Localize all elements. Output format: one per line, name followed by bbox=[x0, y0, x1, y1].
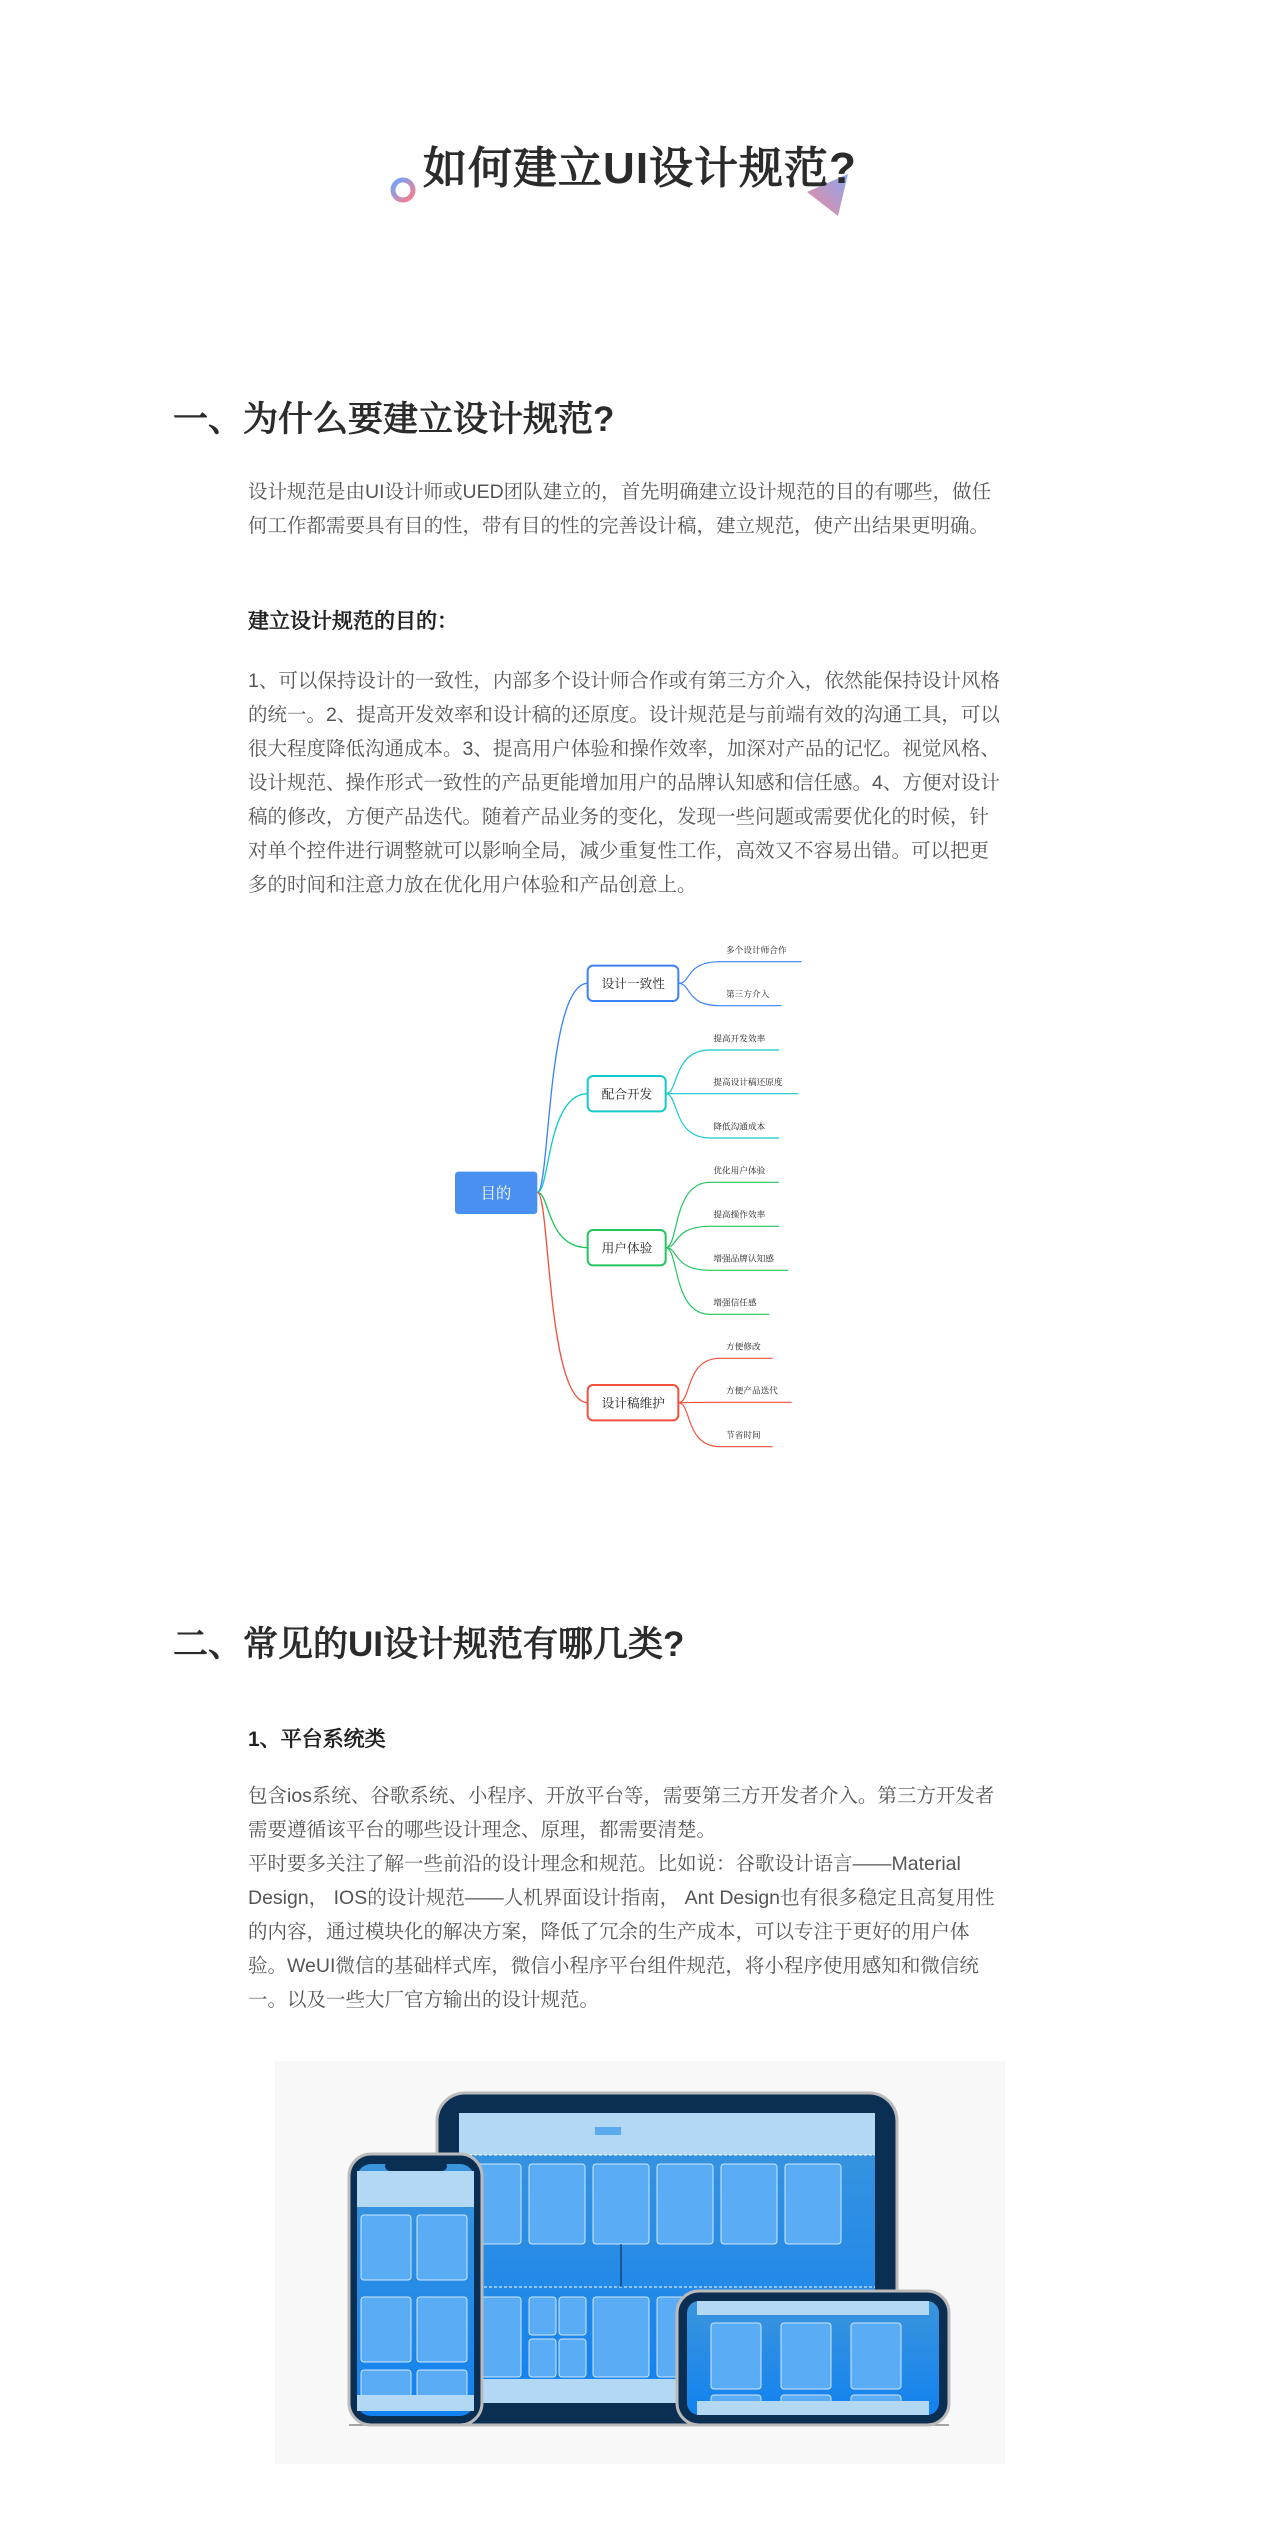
leaf-node-label: 增强信任感 bbox=[713, 1298, 757, 1309]
text-line: 何工作都需要具有目的性，带有目的性的完善设计稿，建立规范，使产出结果更明确。 bbox=[248, 515, 990, 537]
leaf-node-label: 方便产品迭代 bbox=[726, 1386, 778, 1397]
branch-connector bbox=[537, 1094, 587, 1193]
leaf-node-label: 提高操作效率 bbox=[713, 1210, 766, 1221]
text-line: 验。WeUI微信的基础样式库，微信小程序平台组件规范，将小程序使用感知和微信统 bbox=[248, 1955, 979, 1977]
text-line: 1、可以保持设计的一致性，内部多个设计师合作或有第三方介入，依然能保持设计风格 bbox=[248, 670, 1000, 692]
leaf-connector bbox=[666, 1226, 780, 1247]
leaf-node-label: 提高设计稿还原度 bbox=[713, 1078, 783, 1088]
section2-heading: 二、常见的UI设计规范有哪几类? bbox=[173, 1625, 685, 1664]
branch-connector bbox=[537, 1192, 587, 1247]
leaf-node-label: 节省时间 bbox=[726, 1431, 761, 1441]
mind-map-branch bbox=[588, 1341, 792, 1447]
section1-body bbox=[248, 664, 1028, 902]
leaf-node-label: 降低沟通成本 bbox=[713, 1122, 766, 1133]
text-line: 很大程度降低沟通成本。3、提高用户体验和操作效率，加深对产品的记忆。视觉风格、 bbox=[248, 738, 1000, 760]
branch-node-label: 设计稿维护 bbox=[601, 1395, 665, 1411]
section2-body bbox=[248, 1779, 1028, 2017]
leaf-node-label: 优化用户体验 bbox=[713, 1166, 766, 1177]
mind-map-branch bbox=[588, 944, 802, 1006]
section1-subheading: 建立设计规范的目的： bbox=[248, 610, 458, 633]
text-line: 包含ios系统、谷歌系统、小程序、开放平台等，需要第三方开发者介入。第三方开发者 bbox=[248, 1785, 995, 1807]
text-line: 的内容，通过模块化的解决方案，降低了冗余的生产成本，可以专注于更好的用户体 bbox=[248, 1921, 970, 1943]
branch-connector bbox=[537, 1192, 587, 1402]
section2-subheading: 1、平台系统类 bbox=[248, 1728, 386, 1751]
branch-connector bbox=[537, 983, 587, 1192]
text-line: Design， IOS的设计规范——人机界面设计指南， Ant Design也有很多稳定且高复用性 bbox=[248, 1887, 995, 1909]
purpose-mind-map bbox=[440, 930, 820, 1510]
page-title: 如何建立UI设计规范? bbox=[423, 144, 857, 193]
section1-intro bbox=[248, 475, 1028, 543]
text-line: 平时要多关注了解一些前沿的设计理念和规范。比如说：谷歌设计语言——Material bbox=[248, 1853, 961, 1875]
branch-node-label: 配合开发 bbox=[601, 1086, 653, 1102]
iphone-portrait-device bbox=[349, 2154, 482, 2425]
text-line: 多的时间和注意力放在优化用户体验和产品创意上。 bbox=[248, 874, 697, 896]
section1-heading: 一、为什么要建立设计规范? bbox=[173, 400, 615, 439]
leaf-node-label: 方便修改 bbox=[726, 1342, 761, 1353]
text-line: 设计规范、操作形式一致性的产品更能增加用户的品牌认知感和信任感。4、方便对设计 bbox=[248, 772, 1000, 794]
mind-map-branch bbox=[588, 1032, 799, 1138]
branch-node-label: 设计一致性 bbox=[601, 976, 665, 991]
text-line: 设计规范是由UI设计师或UED团队建立的，首先明确建立设计规范的目的有哪些，做任 bbox=[248, 481, 992, 503]
leaf-node-label: 第三方介入 bbox=[726, 990, 770, 1000]
leaf-node-label: 多个设计师合作 bbox=[726, 946, 787, 956]
text-line: 的统一。2、提高开发效率和设计稿的还原度。设计规范是与前端有效的沟通工具，可以 bbox=[248, 704, 1000, 726]
devices-layout-illustration bbox=[275, 2061, 1005, 2464]
text-line: 对单个控件进行调整就可以影响全局，减少重复性工作，高效又不容易出错。可以把更 bbox=[248, 840, 990, 862]
leaf-connector bbox=[678, 962, 801, 984]
text-line: 一。以及一些大厂官方输出的设计规范。 bbox=[248, 1989, 600, 2011]
leaf-node-label: 增强品牌认知感 bbox=[713, 1254, 774, 1265]
iphone-landscape-device bbox=[677, 2291, 949, 2425]
leaf-node-label: 提高开发效率 bbox=[713, 1034, 766, 1045]
mind-map-branch bbox=[588, 1165, 789, 1315]
text-line: 需要遵循该平台的哪些设计理念、原理，都需要清楚。 bbox=[248, 1819, 717, 1841]
text-line: 稿的修改，方便产品迭代。随着产品业务的变化，发现一些问题或需要优化的时候，针 bbox=[248, 806, 990, 828]
root-node-label: 目的 bbox=[480, 1184, 512, 1203]
branch-node-label: 用户体验 bbox=[601, 1240, 653, 1256]
